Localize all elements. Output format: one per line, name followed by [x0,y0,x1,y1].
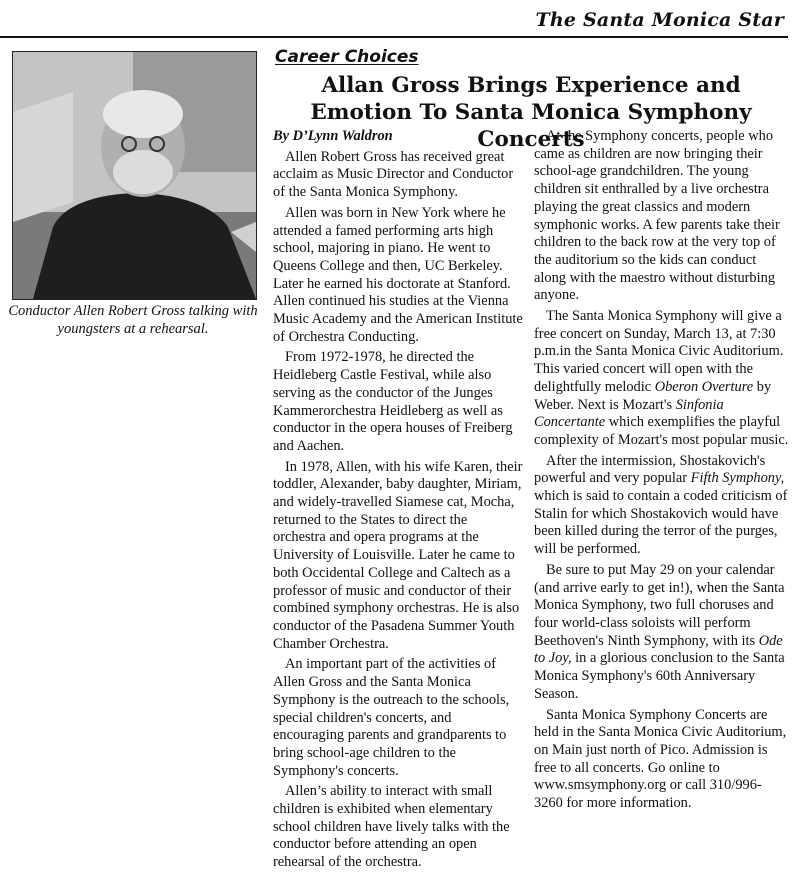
paragraph: Santa Monica Symphony Concerts are held in the Santa Monica Civic Auditorium, on Main just north of Pico. Admission is free to all concerts. Go online to www.smsymphony.org or call 310/996-3260 for more information. [534,706,787,812]
paragraph: At the Symphony concerts, people who came as children are now bringing their school-age grandchildren. The young children sit enthralled by a live orchestra playing the great classics and modern symphonic works. A few parents take their children to the back row at the very top of the auditorium so the kids can conduct along with the maestro without disturbing anyone. [534,128,780,304]
paragraph [534,453,790,559]
masthead-rule [0,36,788,38]
byline: By D’Lynn Waldron [273,128,393,144]
masthead [0,0,800,38]
publication-title: The Santa Monica Star [535,9,784,31]
paragraph: From 1972-1978, he directed the Heidleberg Castle Festival, while also serving as the conductor of the Junges Kammerorchestra Heidleberg as well as conductor in the opera houses of Freiberg and Aachen. [273,349,513,454]
photo-caption: Conductor Allen Robert Gross talking with youngsters at a rehearsal. [8,303,258,337]
work-title: Oberon Overture [654,378,754,395]
article-column-left [273,128,523,875]
article-headline: Allan Gross Brings Experience and Emotion To Santa Monica Symphony Concerts [310,73,752,152]
paragraph: Allen’s ability to interact with small children is exhibited when elementary school children have lively talks with the conductor before attending an open rehearsal of the orchestra. [273,783,510,871]
paragraph: In 1978, Allen, with his wife Karen, their toddler, Alexander, baby daughter, Miriam, and widely-travelled Siamese cat, Mocha, returned to the States to direct the orchestra and opera programs at the University of Louisville. Later he came to both Occidental College and Caltech as a professor of music and conductor of their combined symphony orchestras. He is also conductor of the Pasadena Summer Youth Chamber Orchestra. [273,458,523,652]
text-run: by Weber. Next is Mozart's [534,378,772,413]
paragraph [534,562,790,704]
conductor-photo-illustration [13,52,256,299]
section-kicker: Career Choices [275,47,419,67]
text-run: which exemplifies the playful complexity of Mozart's most popular music. [534,414,789,448]
text-run: The Santa Monica Symphony will give a free concert on Sunday, March 13, at 7:30 p.m.in the Santa Monica Civic Auditorium. This varied concert will open with the delightfully melodic [534,308,784,395]
work-title: Sinfonia Concertante [534,396,724,431]
text-run: After the intermission, Shostakovich's powerful and very popular [534,452,766,487]
paragraph [534,308,790,450]
text-run: in a glorious conclusion to the Santa Monica Symphony's 60th Anniversary Season. [534,650,785,702]
work-title: Ode to Joy, [534,632,783,667]
paragraph: An important part of the activities of Allen Gross and the Santa Monica Symphony is the outreach to the schools, special children's concerts, and encouraging parents and grandparents to bring school-age children to the Symphony's concerts. [273,656,510,779]
text-run: which is said to contain a coded criticism of Stalin for which Shostakovich would have been killed during the terror of the purges, will be performed. [534,488,788,558]
work-title: Fifth Symphony, [690,470,785,487]
paragraph: Allen was born in New York where he attended a famed performing arts high school, majoring in piano. He went to Queens College and then, UC Berkeley. Later he earned his doctorate at Stanford. Allen continued his studies at the Vienna Music Academy and the American Institute of Orchestra Conducting. [273,204,523,345]
paragraph: Allen Robert Gross has received great acclaim as Music Director and Conductor of the Santa Monica Symphony. [273,148,514,201]
text-run: Be sure to put May 29 on your calendar (and arrive early to get in!), when the Santa Monica Symphony, two full choruses and four world-class soloists will perform Beethoven's Ninth Symphony, with its [534,561,785,649]
conductor-photo [12,51,257,300]
article-column-right [534,128,790,816]
